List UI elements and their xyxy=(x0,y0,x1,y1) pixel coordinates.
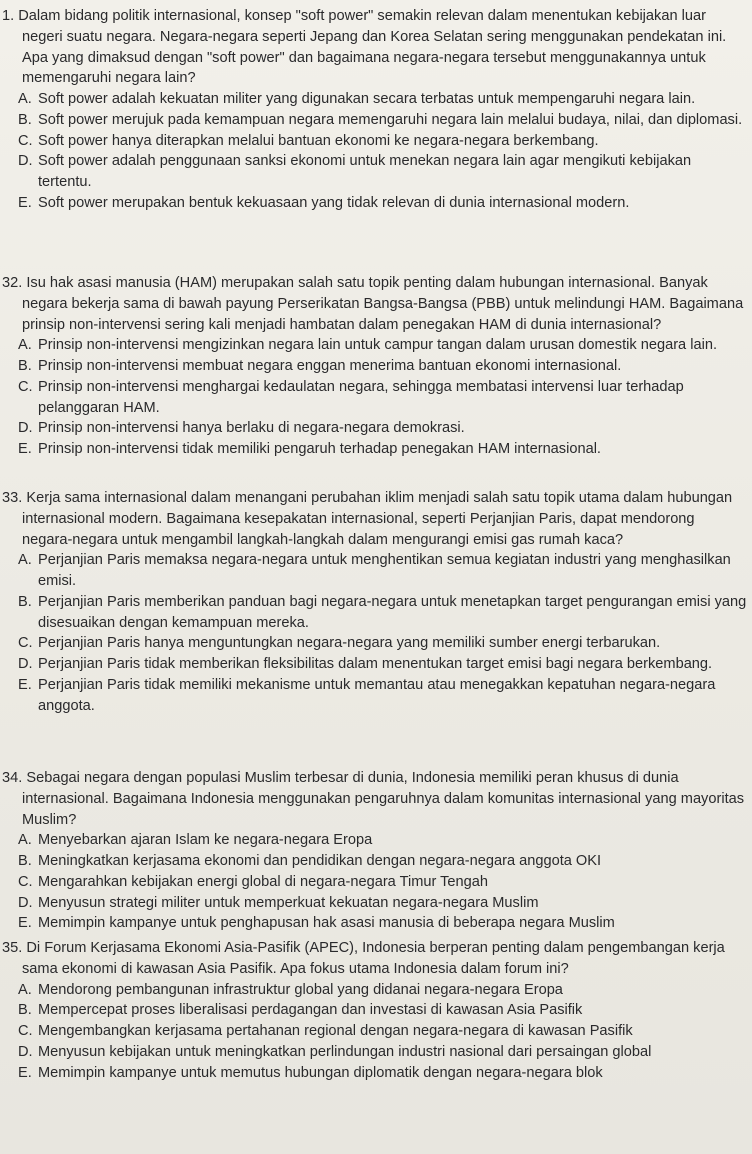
option-text: Prinsip non-intervensi hanya berlaku di negara-negara demokrasi. xyxy=(38,420,465,437)
answer-options xyxy=(0,550,748,716)
answer-option-c[interactable] xyxy=(0,377,748,419)
answer-options xyxy=(0,830,748,934)
question-text: Di Forum Kerjasama Ekonomi Asia-Pasifik (APEC), Indonesia berperan penting dalam pengembangan kerja sama ekonomi di kawasan Asia Pasifik. Apa fokus utama Indonesia dalam forum ini? xyxy=(22,940,725,977)
answer-options xyxy=(0,335,748,460)
option-letter: D. xyxy=(18,153,33,170)
answer-option-e[interactable] xyxy=(0,913,748,934)
question-text: Sebagai negara dengan populasi Muslim terbesar di dunia, Indonesia memiliki peran khusus di dunia internasional. Bagaimana Indonesia menggunakan pengaruhnya dalam komunitas internasional yang mayoritas Muslim? xyxy=(22,770,745,828)
option-letter: D. xyxy=(18,420,33,437)
answer-option-a[interactable] xyxy=(0,550,748,592)
option-letter: E. xyxy=(18,915,32,932)
option-text: Perjanjian Paris memaksa negara-negara untuk menghentikan semua kegiatan industri yang menghasilkan emisi. xyxy=(38,552,731,589)
option-text: Soft power adalah kekuatan militer yang digunakan secara terbatas untuk mempengaruhi negara lain. xyxy=(38,91,696,107)
question-number: 34. xyxy=(2,770,23,786)
answer-option-d[interactable] xyxy=(0,418,748,439)
answer-option-b[interactable] xyxy=(0,1000,748,1021)
option-letter: B. xyxy=(18,853,32,869)
answer-option-e[interactable] xyxy=(0,675,748,717)
option-letter: E. xyxy=(18,676,32,693)
option-text: Memimpin kampanye untuk penghapusan hak asasi manusia di beberapa negara Muslim xyxy=(38,915,615,932)
answer-option-d[interactable] xyxy=(0,654,748,675)
option-text: Perjanjian Paris tidak memiliki mekanisme untuk memantau atau menegakkan kepatuhan negara-negara anggota. xyxy=(38,676,716,714)
answer-option-a[interactable] xyxy=(0,89,748,110)
question-stem xyxy=(0,768,748,830)
answer-option-e[interactable] xyxy=(0,1063,748,1084)
option-letter: E. xyxy=(18,1064,32,1081)
answer-options xyxy=(0,89,748,214)
option-letter: B. xyxy=(18,1002,32,1019)
option-letter: C. xyxy=(18,1023,33,1039)
answer-option-e[interactable] xyxy=(0,439,748,460)
question-number: 35. xyxy=(2,940,23,956)
question-34 xyxy=(0,768,748,934)
option-text: Soft power hanya diterapkan melalui bantuan ekonomi ke negara-negara berkembang. xyxy=(38,132,599,149)
answer-option-b[interactable] xyxy=(0,592,748,634)
answer-option-a[interactable] xyxy=(0,980,748,1001)
answer-option-e[interactable] xyxy=(0,193,748,214)
option-text: Perjanjian Paris tidak memberikan fleksibilitas dalam menentukan target emisi bagi negara berkembang. xyxy=(38,656,713,672)
answer-option-c[interactable] xyxy=(0,131,748,152)
option-text: Mengarahkan kebijakan energi global di negara-negara Timur Tengah xyxy=(38,873,489,890)
question-1 xyxy=(0,6,748,214)
option-letter: A. xyxy=(18,91,32,107)
option-text: Menyebarkan ajaran Islam ke negara-negara Eropa xyxy=(38,832,373,849)
option-text: Mendorong pembangunan infrastruktur global yang didanai negara-negara Eropa xyxy=(38,981,563,998)
option-text: Mempercepat proses liberalisasi perdagangan dan investasi di kawasan Asia Pasifik xyxy=(38,1002,583,1019)
option-text: Prinsip non-intervensi menghargai kedaulatan negara, sehingga membatasi intervensi luar terhadap pelanggaran HAM. xyxy=(38,378,684,416)
question-33 xyxy=(0,488,748,716)
answer-option-d[interactable] xyxy=(0,893,748,914)
option-letter: A. xyxy=(18,981,32,998)
option-letter: E. xyxy=(18,194,32,211)
question-text: Dalam bidang politik internasional, konsep "soft power" semakin relevan dalam menentukan kebijakan luar negeri suatu negara. Negara-negara seperti Jepang dan Korea Selatan sering menggunakan pendekatan ini. Apa yang dimaksud dengan "soft power" dan bagaimana negara-negara tersebut menggunakannya untuk memengaruhi negara lain? xyxy=(18,8,727,87)
option-letter: D. xyxy=(18,894,33,911)
answer-option-b[interactable] xyxy=(0,110,748,131)
answer-option-d[interactable] xyxy=(0,1042,748,1063)
option-text: Meningkatkan kerjasama ekonomi dan pendidikan dengan negara-negara anggota OKI xyxy=(38,853,602,869)
option-letter: C. xyxy=(18,378,33,395)
option-text: Prinsip non-intervensi mengizinkan negara lain untuk campur tangan dalam urusan domestik negara lain. xyxy=(38,337,718,354)
question-32 xyxy=(0,273,748,460)
question-stem xyxy=(0,273,748,335)
option-letter: A. xyxy=(18,832,32,849)
question-number: 1. xyxy=(2,8,15,24)
option-letter: C. xyxy=(18,635,33,652)
question-number: 33. xyxy=(2,490,23,506)
answer-option-c[interactable] xyxy=(0,872,748,893)
option-letter: A. xyxy=(18,337,32,354)
question-stem xyxy=(0,488,748,550)
question-number: 32. xyxy=(2,275,23,291)
option-text: Memimpin kampanye untuk memutus hubungan diplomatik dengan negara-negara blok xyxy=(38,1064,603,1081)
question-stem xyxy=(0,938,748,980)
option-text: Perjanjian Paris memberikan panduan bagi negara-negara untuk menetapkan target pengurangan emisi yang disesuaikan dengan kemampuan mereka. xyxy=(38,593,747,631)
option-text: Menyusun strategi militer untuk memperkuat kekuatan negara-negara Muslim xyxy=(38,894,539,911)
answer-option-d[interactable] xyxy=(0,151,748,193)
question-text: Isu hak asasi manusia (HAM) merupakan salah satu topik penting dalam hubungan internasional. Banyak negara bekerja sama di bawah payung Perserikatan Bangsa-Bangsa (PBB) untuk melindungi HAM. Bagaimana prinsip non-intervensi sering kali menjadi hambatan dalam penegakan HAM di dunia internasional? xyxy=(22,275,744,333)
question-35 xyxy=(0,938,748,1083)
option-letter: D. xyxy=(18,656,33,672)
option-letter: B. xyxy=(18,111,32,128)
option-text: Mengembangkan kerjasama pertahanan regional dengan negara-negara di kawasan Pasifik xyxy=(38,1023,633,1039)
option-text: Soft power adalah penggunaan sanksi ekonomi untuk menekan negara lain agar mengikuti kebijakan tertentu. xyxy=(38,153,692,190)
option-letter: A. xyxy=(18,552,32,569)
answer-option-c[interactable] xyxy=(0,1021,748,1042)
option-letter: B. xyxy=(18,593,32,610)
question-stem xyxy=(0,6,748,89)
option-text: Menyusun kebijakan untuk meningkatkan perlindungan industri nasional dari persaingan global xyxy=(38,1043,652,1060)
option-text: Prinsip non-intervensi membuat negara enggan menerima bantuan ekonomi internasional. xyxy=(38,358,622,374)
answer-option-c[interactable] xyxy=(0,633,748,654)
option-letter: D. xyxy=(18,1043,33,1060)
answer-option-a[interactable] xyxy=(0,335,748,356)
option-letter: C. xyxy=(18,132,33,149)
option-text: Prinsip non-intervensi tidak memiliki pengaruh terhadap penegakan HAM internasional. xyxy=(38,441,601,457)
answer-option-b[interactable] xyxy=(0,851,748,872)
question-text: Kerja sama internasional dalam menangani perubahan iklim menjadi salah satu topik utama dalam hubungan internasional modern. Bagaimana kesepakatan internasional, seperti Perjanjian Paris, dapat mendorong negara-negara untuk mengambil langkah-langkah dalam mengurangi emisi gas rumah kaca? xyxy=(22,490,733,548)
answer-option-a[interactable] xyxy=(0,830,748,851)
option-text: Soft power merujuk pada kemampuan negara memengaruhi negara lain melalui budaya, nilai, dan diplomasi. xyxy=(38,111,743,128)
option-letter: B. xyxy=(18,358,32,374)
answer-option-b[interactable] xyxy=(0,356,748,377)
option-letter: E. xyxy=(18,441,32,457)
option-letter: C. xyxy=(18,873,33,890)
option-text: Perjanjian Paris hanya menguntungkan negara-negara yang memiliki sumber energi terbarukan. xyxy=(38,635,661,652)
answer-options xyxy=(0,980,748,1084)
option-text: Soft power merupakan bentuk kekuasaan yang tidak relevan di dunia internasional modern. xyxy=(38,194,630,211)
